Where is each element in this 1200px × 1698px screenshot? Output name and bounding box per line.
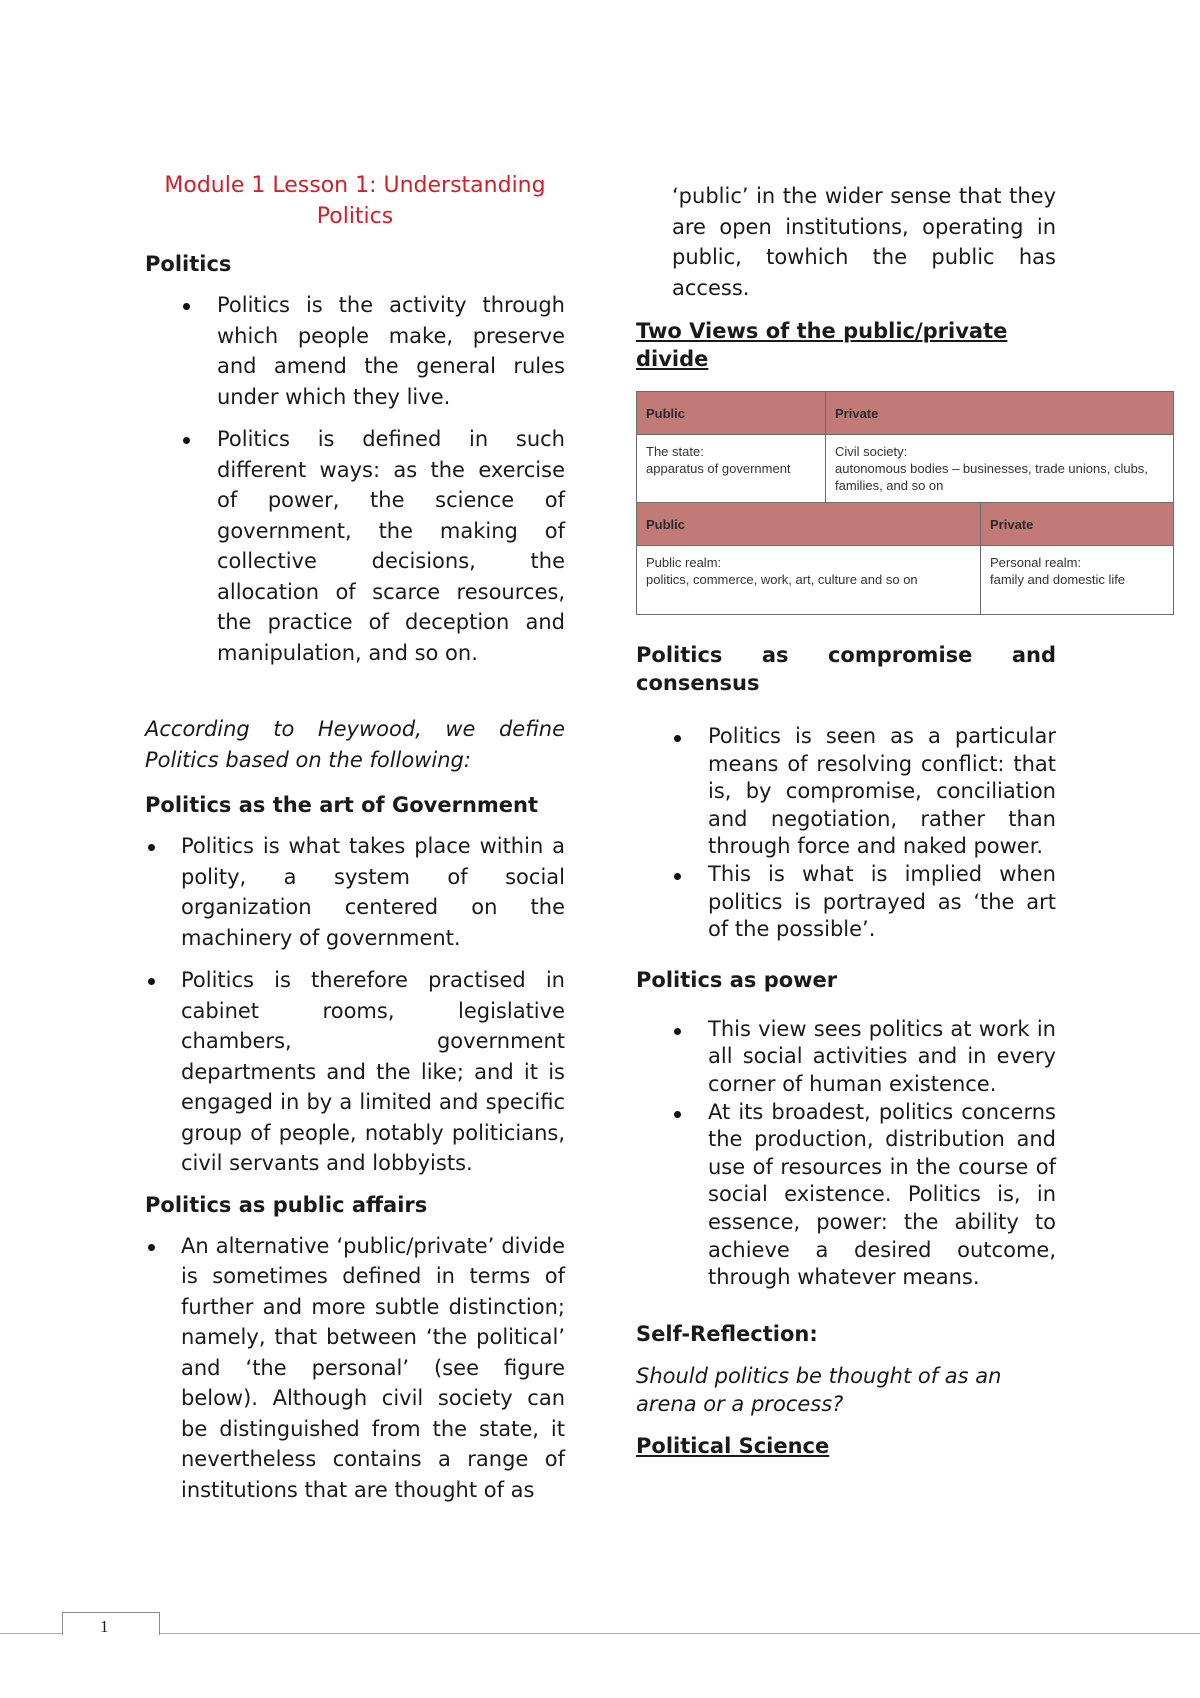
continuation-text: ‘public’ in the wider sense that they are open institutions, operating in public, towhich the public has access. — [672, 184, 1056, 300]
politics-heading: Politics — [145, 252, 232, 276]
self-reflection-heading: Self-Reflection: — [636, 1321, 818, 1346]
footer-rule — [0, 1633, 1200, 1634]
list-item: At its broadest, politics concerns the production, distribution and use of resources in the course of social existence. Politics is, in essence, power: the ability to achieve a desired outcome, through whatever means. — [636, 1099, 1056, 1292]
table-header-private: Private — [981, 503, 1174, 546]
bullet-icon — [674, 873, 681, 880]
government-heading: Politics as the art of Government — [145, 793, 539, 817]
list-item: An alternative ‘public/private’ divide is sometimes defined in terms of further and more subtle distinction; namely, that between ‘the political’ and ‘the personal’ (see figure below). Although civil society can be distinguished from the state, it nevertheless contains a range of institutions that are thought of as — [145, 1231, 565, 1506]
bullet-icon — [183, 303, 190, 310]
table-cell: Civil society: autonomous bodies – businesses, trade unions, clubs, families, and so on — [826, 435, 1174, 503]
list-item: Politics is seen as a particular means of resolving conflict: that is, by compromise, conciliation and negotiation, rather than through force and naked power. — [636, 723, 1056, 861]
public-affairs-heading: Politics as public affairs — [145, 1192, 428, 1217]
table-header-public: Public — [637, 503, 981, 546]
right-column — [636, 181, 1148, 1472]
table-header-private: Private — [826, 392, 1174, 435]
left-column — [145, 170, 565, 1517]
bullet-icon — [148, 844, 155, 851]
module-title: Module 1 Lesson 1: Understanding Politics — [164, 173, 546, 229]
bullet-icon — [674, 735, 681, 742]
page-number: 1 — [100, 1617, 109, 1636]
reflection-question: Should politics be thought of as an arena or a process? — [636, 1363, 1002, 1416]
power-list — [636, 1016, 1056, 1292]
table-header-public: Public — [637, 392, 826, 435]
political-science-heading: Political Science — [636, 1433, 830, 1458]
heywood-intro: According to Heywood, we define Politics based on the following: — [145, 717, 565, 772]
list-item: This is what is implied when politics is portrayed as ‘the art of the possible’. — [636, 861, 1056, 944]
power-heading: Politics as power — [636, 967, 838, 992]
table-cell: Public realm: politics, commerce, work, art, culture and so on — [637, 546, 981, 615]
bullet-icon — [674, 1028, 681, 1035]
list-item: Politics is defined in such different ways: as the exercise of power, the science of government, the making of collective decisions, the allocation of scarce resources, the practice of deception and manipulation, and so on. — [145, 424, 565, 668]
compromise-heading: Politics as compromise and consensus — [636, 643, 1056, 695]
public-affairs-list — [145, 1231, 565, 1506]
compromise-list — [636, 723, 1056, 944]
bullet-icon — [183, 437, 190, 444]
bullet-icon — [148, 978, 155, 985]
list-item: This view sees politics at work in all social activities and in every corner of human existence. — [636, 1016, 1056, 1099]
table-cell: The state: apparatus of government — [637, 435, 826, 503]
two-views-heading: Two Views of the public/private divide — [636, 319, 1008, 371]
list-item: Politics is what takes place within a polity, a system of social organization centered on the machinery of government. — [145, 831, 565, 953]
list-item: Politics is therefore practised in cabinet rooms, legislative chambers, government departments and the like; and it is engaged in by a limited and specific group of people, notably politicians, civil servants and lobbyists. — [145, 965, 565, 1179]
bullet-icon — [148, 1244, 155, 1251]
public-private-figure — [636, 391, 1174, 615]
politics-list — [145, 290, 565, 668]
list-item: Politics is the activity through which people make, preserve and amend the general rules under which they live. — [145, 290, 565, 412]
table-cell: Personal realm: family and domestic life — [981, 546, 1174, 615]
government-list — [145, 831, 565, 1179]
bullet-icon — [674, 1111, 681, 1118]
page-number-tab — [62, 1612, 160, 1635]
